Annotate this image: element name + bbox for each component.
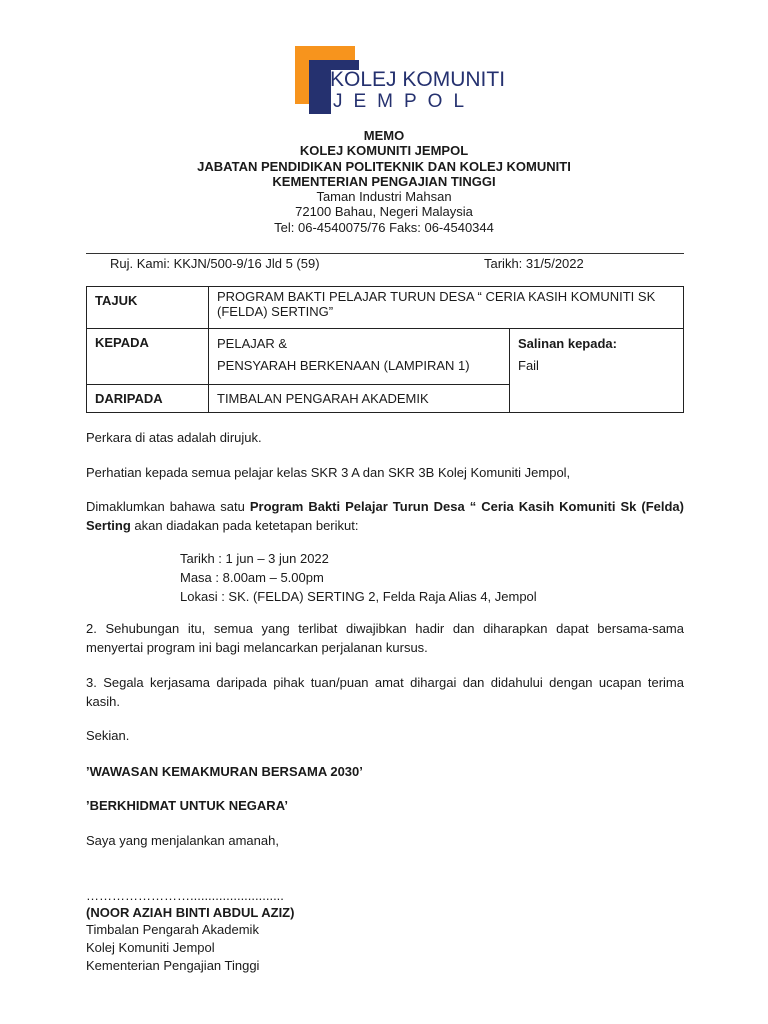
signatory-title: Timbalan Pengarah Akademik	[86, 922, 259, 937]
signatory-college: Kolej Komuniti Jempol	[86, 940, 215, 955]
row-kepada	[87, 329, 684, 385]
salinan-label: Salinan kepada:	[518, 336, 617, 351]
header-divider	[86, 253, 684, 254]
salinan-cell	[510, 329, 684, 413]
memo-header	[0, 128, 768, 235]
signatory-ministry: Kementerian Pengajian Tinggi	[86, 958, 260, 973]
tajuk-value: PROGRAM BAKTI PELAJAR TURUN DESA “ CERIA KASIH KOMUNITI SK (FELDA) SERTING”	[209, 287, 684, 329]
closing-amanah: Saya yang menjalankan amanah,	[86, 833, 279, 848]
event-location: Lokasi : SK. (FELDA) SERTING 2, Felda Raja Alias 4, Jempol	[180, 589, 537, 604]
logo-name-line2: JEMPOL	[333, 91, 476, 112]
logo-orange-top	[295, 46, 355, 60]
header-college: KOLEJ KOMUNITI JEMPOL	[299, 143, 469, 159]
paragraph-attention: Perhatian kepada semua pelajar kelas SKR 3 A dan SKR 3B Kolej Komuniti Jempol,	[86, 465, 571, 480]
signature-line: ……………………..........................	[86, 888, 284, 903]
paragraph-2: 2. Sehubungan itu, semua yang terlibat diwajibkan hadir dan diharapkan dapat bersama-sama menyertai program ini bagi melancarkan perjalanan kursus.	[86, 621, 684, 655]
motto-berkhidmat: ’BERKHIDMAT UNTUK NEGARA’	[86, 798, 288, 813]
logo-name-line1: KOLEJ KOMUNITI	[330, 68, 506, 91]
kepada-label: KEPADA	[87, 329, 209, 385]
event-time: Masa : 8.00am – 5.00pm	[180, 570, 324, 585]
tajuk-label: TAJUK	[87, 287, 209, 329]
paragraph-announcement	[86, 497, 684, 535]
header-phone: Tel: 06-4540075/76 Faks: 06-4540344	[274, 219, 494, 235]
event-details	[180, 549, 537, 606]
college-logo	[295, 46, 506, 114]
event-date: Tarikh : 1 jun – 3 jun 2022	[180, 551, 329, 566]
salinan-value: Fail	[518, 358, 539, 373]
kepada-value	[209, 329, 510, 385]
kepada-line1: PELAJAR &	[217, 336, 288, 351]
memo-info-table	[86, 286, 684, 413]
memo-date: Tarikh: 31/5/2022	[484, 256, 584, 271]
signatory-name: (NOOR AZIAH BINTI ABDUL AZIZ)	[86, 905, 295, 920]
reference-number: Ruj. Kami: KKJN/500-9/16 Jld 5 (59)	[110, 256, 320, 271]
closing-sekian: Sekian.	[86, 728, 130, 743]
header-address2: 72100 Bahau, Negeri Malaysia	[295, 204, 473, 220]
daripada-label: DARIPADA	[87, 385, 209, 413]
paragraph-3: 3. Segala kerjasama daripada pihak tuan/puan amat dihargai dan didahului dengan ucapan terima kasih.	[86, 675, 684, 709]
announcement-end: akan diadakan pada ketetapan berikut:	[130, 518, 359, 533]
header-department: JABATAN PENDIDIKAN POLITEKNIK DAN KOLEJ KOMUNITI	[197, 158, 571, 174]
memo-title: MEMO	[363, 128, 405, 143]
header-ministry: KEMENTERIAN PENGAJIAN TINGGI	[272, 173, 496, 189]
announcement-intro: Dimaklumkan bahawa satu	[86, 499, 250, 514]
daripada-value: TIMBALAN PENGARAH AKADEMIK	[209, 385, 510, 413]
paragraph-reference: Perkara di atas adalah dirujuk.	[86, 430, 262, 445]
program-name: Program Bakti Pelajar Turun Desa “ Ceria Kasih Komuniti Sk (Felda) Serting	[86, 499, 684, 533]
motto-wawasan: ’WAWASAN KEMAKMURAN BERSAMA 2030’	[86, 764, 363, 779]
kepada-line2: PENSYARAH BERKENAAN (LAMPIRAN 1)	[217, 358, 470, 373]
header-address1: Taman Industri Mahsan	[316, 189, 452, 205]
row-tajuk	[87, 287, 684, 329]
